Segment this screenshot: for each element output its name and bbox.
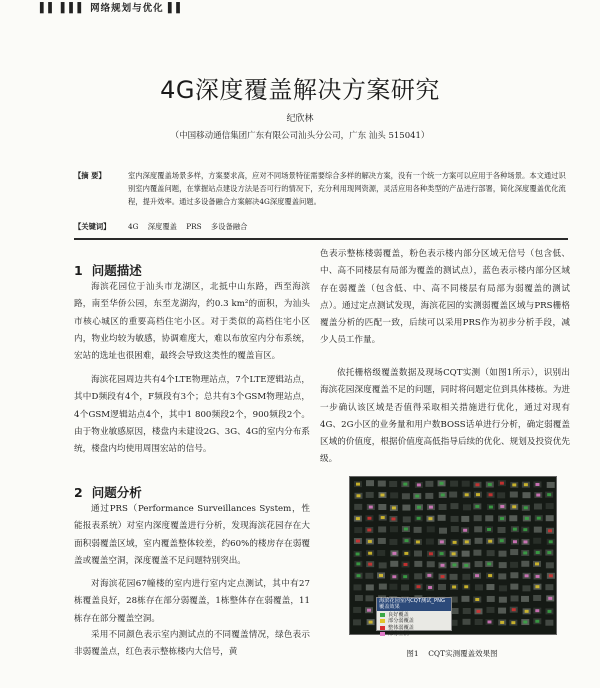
coverage-marker bbox=[511, 621, 515, 624]
coverage-marker bbox=[487, 528, 491, 531]
building-block bbox=[510, 562, 518, 568]
coverage-marker bbox=[356, 494, 360, 497]
coverage-marker bbox=[535, 585, 539, 588]
building-block bbox=[498, 573, 506, 579]
coverage-marker bbox=[549, 540, 553, 543]
coverage-marker bbox=[403, 483, 407, 486]
section-2-heading bbox=[74, 483, 142, 501]
building-block bbox=[438, 515, 446, 521]
abstract-text: 室内深度覆盖场景多样，方案要求高，应对不同场景特征需要综合多样的解决方案，没有一个统一方案可以应用于各种场景。本文通过识别室内覆盖问题，在掌握站点建设方法是否可行的情况下，充分利用现网资源，灵活应用各种类型的产品进行部署，简化深度覆盖优化流程，提升效率。通过多设备融合方案解决4G深度覆盖问题。 bbox=[128, 171, 566, 206]
building-block bbox=[521, 561, 529, 567]
coverage-marker bbox=[476, 610, 480, 613]
coverage-marker bbox=[369, 506, 373, 509]
coverage-marker bbox=[356, 552, 360, 555]
abstract-label: 【摘 要】 bbox=[74, 171, 106, 180]
legend-label: 部分弱覆盖 bbox=[388, 618, 414, 625]
building-block bbox=[497, 492, 505, 498]
building-block bbox=[461, 516, 469, 522]
building-block bbox=[402, 493, 410, 499]
coverage-marker bbox=[547, 551, 551, 554]
coverage-marker bbox=[536, 575, 540, 578]
building-block bbox=[451, 516, 459, 522]
building-block bbox=[475, 538, 483, 544]
coverage-marker bbox=[513, 540, 517, 543]
building-block bbox=[521, 596, 529, 602]
coverage-marker bbox=[524, 506, 528, 509]
coverage-marker bbox=[428, 517, 432, 520]
section-2-paragraph-1: 通过PRS（Performance Surveillances System，性能报表系统）对室内深度覆盖进行分析，发现海滨花园存在大面积弱覆盖区域，室内覆盖整体较差，约60%的楼房存在弱覆盖或覆盖空洞，深度覆盖不足问题特别突出。 bbox=[74, 504, 310, 566]
coverage-marker bbox=[441, 493, 445, 496]
coverage-marker bbox=[379, 574, 383, 577]
coverage-marker bbox=[392, 552, 396, 555]
coverage-marker bbox=[513, 528, 517, 531]
building-block bbox=[533, 538, 541, 544]
building-block bbox=[545, 584, 553, 590]
building-block bbox=[365, 595, 373, 601]
coverage-marker bbox=[465, 540, 469, 543]
building-block bbox=[509, 515, 517, 521]
coverage-marker bbox=[523, 621, 527, 624]
coverage-marker bbox=[417, 517, 421, 520]
coverage-marker bbox=[547, 493, 551, 496]
coverage-marker bbox=[368, 552, 372, 555]
coverage-marker bbox=[369, 621, 373, 624]
building-block bbox=[463, 619, 471, 625]
coverage-marker bbox=[549, 574, 553, 577]
coverage-marker bbox=[357, 574, 361, 577]
coverage-marker bbox=[391, 517, 395, 520]
building-block bbox=[427, 561, 435, 567]
coverage-marker bbox=[523, 540, 527, 543]
building-block bbox=[378, 504, 386, 510]
coverage-marker bbox=[368, 540, 372, 543]
building-block bbox=[485, 515, 493, 521]
section-2-paragraph-3: 采用不同颜色表示室内测试点的不同覆盖情况，绿色表示非弱覆盖点，红色表示整栋楼内大信号，黄 bbox=[74, 630, 310, 658]
coverage-marker bbox=[537, 517, 541, 520]
coverage-marker bbox=[535, 483, 539, 486]
coverage-marker bbox=[512, 608, 516, 611]
coverage-marker bbox=[487, 620, 491, 623]
coverage-marker bbox=[417, 483, 421, 486]
building-block bbox=[354, 527, 362, 533]
coverage-marker bbox=[500, 482, 504, 485]
coverage-marker bbox=[523, 528, 527, 531]
coverage-marker bbox=[475, 505, 479, 508]
section-2-number: 2 bbox=[74, 485, 83, 500]
building-block bbox=[353, 607, 361, 613]
legend-label: 良好覆盖 bbox=[388, 611, 409, 618]
coverage-marker bbox=[488, 574, 492, 577]
abstract-divider bbox=[74, 238, 568, 240]
coverage-marker bbox=[452, 563, 456, 566]
map-legend bbox=[376, 597, 452, 638]
keywords-text: 4G 深度覆盖 PRS 多设备融合 bbox=[128, 222, 248, 231]
building-block bbox=[474, 526, 482, 532]
coverage-marker bbox=[367, 517, 371, 520]
coverage-marker bbox=[452, 585, 456, 588]
coverage-marker bbox=[500, 621, 504, 624]
building-block bbox=[547, 482, 555, 488]
coverage-marker bbox=[429, 552, 433, 555]
building-block bbox=[366, 492, 374, 498]
coverage-marker bbox=[463, 529, 467, 532]
building-block bbox=[353, 619, 361, 625]
building-block bbox=[390, 526, 398, 532]
coverage-marker bbox=[500, 517, 504, 520]
coverage-marker bbox=[440, 482, 444, 485]
coverage-marker bbox=[441, 575, 445, 578]
coverage-marker bbox=[535, 562, 539, 565]
building-block bbox=[487, 596, 495, 602]
building-block bbox=[462, 551, 470, 557]
journal-header bbox=[40, 0, 185, 14]
coverage-marker bbox=[548, 529, 552, 532]
map-legend-title: 海滨花园室内CQT测试_PNG覆盖效果 bbox=[377, 598, 451, 611]
journal-section-name: 网络规划与优化 bbox=[90, 3, 164, 14]
section-1-heading bbox=[74, 261, 142, 279]
building-block bbox=[474, 515, 482, 521]
right-column-paragraph-1: 色表示整栋楼弱覆盖，粉色表示楼内部分区域无信号（包含低、中、高不同楼层有局部为覆盖的测试点），蓝色表示楼内部分区域存在弱覆盖（包含低、中、高不同楼层有局部为弱覆盖的测试点）。通过定点测试发现，海滨花园的实测弱覆盖区域与PRS栅格覆盖分析的匹配一致，后续可以采用PRS作为初步分析手段，减少人员工作量。 bbox=[320, 249, 570, 346]
building-block bbox=[534, 504, 542, 510]
coverage-marker bbox=[464, 564, 468, 567]
building-block bbox=[498, 608, 506, 614]
building-block bbox=[379, 562, 387, 568]
right-column-paragraph-2: 依托栅格级覆盖数据及现场CQT实测（如图1所示），识别出海滨花园深度覆盖不足的问题，同时将问题定位到具体楼栋。为进一步确认该区域是否值得采取相关措施进行优化，通过对现有4G、2G小区的业务量和用户数BOSS话单进行分析，确定弱覆盖区域的价值度，根据价值度高低指导后续的优化、规划及投资优先级。 bbox=[320, 368, 570, 465]
article-title: 4G深度覆盖解决方案研究 bbox=[160, 76, 440, 104]
legend-label: 整体弱覆盖 bbox=[388, 624, 414, 631]
coverage-marker bbox=[488, 483, 492, 486]
building-block bbox=[499, 551, 507, 557]
building-block bbox=[510, 572, 518, 578]
section-1-paragraph-2: 海滨花园周边共有4个LTE物理站点，7个LTE逻辑站点，其中D频段有4个，F频段有3个；总共有3个GSM物理站点，4个GSM逻辑站点4个，其中1 800频段2个，900频段2个。由于物业敏感原因，楼盘内未建设2G、3G、4G的室内分布系统，楼盘内均使用周围宏站的信号。 bbox=[74, 375, 310, 455]
coverage-marker bbox=[525, 610, 529, 613]
building-block bbox=[510, 549, 518, 555]
building-block bbox=[414, 551, 422, 557]
building-block bbox=[475, 584, 483, 590]
coverage-marker bbox=[489, 506, 493, 509]
coverage-marker bbox=[525, 517, 529, 520]
coverage-marker bbox=[356, 483, 360, 486]
coverage-marker bbox=[487, 562, 491, 565]
building-block bbox=[461, 596, 469, 602]
building-block bbox=[510, 584, 518, 590]
coverage-marker bbox=[368, 563, 372, 566]
building-block bbox=[475, 561, 483, 567]
coverage-marker bbox=[512, 505, 516, 508]
building-block bbox=[378, 526, 386, 532]
building-block bbox=[462, 481, 470, 487]
coverage-marker bbox=[440, 540, 444, 543]
legend-swatch bbox=[380, 632, 385, 636]
building-block bbox=[499, 562, 507, 568]
building-block bbox=[522, 492, 530, 498]
building-block bbox=[365, 573, 373, 579]
keywords-label: 【关键词】 bbox=[74, 222, 111, 231]
building-block bbox=[546, 503, 554, 509]
coverage-marker bbox=[475, 598, 479, 601]
coverage-marker bbox=[428, 586, 432, 589]
building-block bbox=[463, 504, 471, 510]
building-block bbox=[379, 584, 387, 590]
coverage-marker bbox=[476, 493, 480, 496]
building-block bbox=[366, 584, 374, 590]
building-block bbox=[355, 595, 363, 601]
coverage-marker bbox=[488, 540, 492, 543]
coverage-marker bbox=[440, 552, 444, 555]
header-marks: ▌▌ ▌▌▌ bbox=[40, 3, 91, 14]
coverage-marker bbox=[356, 517, 360, 520]
article-affiliation: （中国移动通信集团广东有限公司汕头分公司，广东 汕头 515041） bbox=[170, 131, 430, 141]
building-block bbox=[427, 526, 435, 532]
coverage-marker bbox=[535, 609, 539, 612]
section-1-title: 问题描述 bbox=[91, 263, 142, 278]
building-block bbox=[389, 481, 397, 487]
coverage-marker bbox=[417, 585, 421, 588]
building-block bbox=[377, 550, 385, 556]
building-block bbox=[475, 619, 483, 625]
coverage-marker bbox=[475, 483, 479, 486]
coverage-marker bbox=[500, 539, 504, 542]
coverage-marker bbox=[523, 551, 527, 554]
building-block bbox=[354, 584, 362, 590]
building-block bbox=[473, 550, 481, 556]
building-block bbox=[450, 503, 458, 509]
building-block bbox=[354, 504, 362, 510]
building-block bbox=[414, 561, 422, 567]
building-block bbox=[449, 492, 457, 498]
building-block bbox=[366, 480, 374, 486]
building-block bbox=[414, 527, 422, 533]
coverage-marker bbox=[536, 551, 540, 554]
coverage-marker bbox=[392, 506, 396, 509]
building-block bbox=[425, 493, 433, 499]
building-block bbox=[390, 561, 398, 567]
coverage-marker bbox=[404, 552, 408, 555]
coverage-marker bbox=[429, 506, 433, 509]
building-block bbox=[450, 574, 458, 580]
building-block bbox=[546, 562, 554, 568]
section-2-title: 问题分析 bbox=[91, 485, 142, 500]
building-block bbox=[401, 584, 409, 590]
figure-caption: 图1 CQT实测覆盖效果图 bbox=[406, 649, 498, 658]
building-block bbox=[463, 608, 471, 614]
building-block bbox=[378, 538, 386, 544]
building-block bbox=[545, 620, 553, 626]
section-1-paragraph-1: 海滨花园位于汕头市龙湖区，北抵中山东路，西至海滨路，南至华侨公园，东至龙湖沟，约0.3 km²的面积，为汕头市核心城区的重要高档住宅小区。对于类似的高档住宅小区内，物业均较为敏感，协调难度大，难以布放室内分布系统，宏站的选址也很困难，最终会导致这类性的覆盖盲区。 bbox=[74, 282, 310, 362]
legend-item bbox=[380, 631, 448, 637]
building-block bbox=[378, 481, 386, 487]
coverage-marker bbox=[441, 564, 445, 567]
building-block bbox=[438, 584, 446, 590]
legend-label: 部分空洞 bbox=[388, 631, 409, 638]
coverage-marker bbox=[403, 563, 407, 566]
coverage-marker bbox=[536, 494, 540, 497]
coverage-marker bbox=[547, 610, 551, 613]
building-block bbox=[389, 539, 397, 545]
coverage-marker bbox=[475, 574, 479, 577]
building-block bbox=[510, 492, 518, 498]
building-block bbox=[414, 573, 422, 579]
building-block bbox=[403, 516, 411, 522]
building-block bbox=[426, 539, 434, 545]
building-block bbox=[439, 504, 447, 510]
coverage-marker bbox=[405, 539, 409, 542]
building-block bbox=[390, 492, 398, 498]
building-block bbox=[498, 527, 506, 533]
coverage-marker bbox=[489, 493, 493, 496]
building-block bbox=[499, 585, 507, 591]
coverage-marker bbox=[403, 575, 407, 578]
building-block bbox=[546, 515, 554, 521]
building-block bbox=[534, 527, 542, 533]
coverage-marker bbox=[381, 516, 385, 519]
building-block bbox=[487, 550, 495, 556]
legend-swatch bbox=[380, 619, 385, 623]
coverage-marker bbox=[548, 597, 552, 600]
building-block bbox=[511, 595, 519, 601]
building-block bbox=[486, 584, 494, 590]
coverage-marker bbox=[535, 620, 539, 623]
coverage-marker bbox=[427, 574, 431, 577]
coverage-marker bbox=[367, 609, 371, 612]
header-marks-right: ▌▌ bbox=[163, 3, 185, 14]
section-1-number: 1 bbox=[74, 263, 83, 278]
coverage-marker bbox=[512, 483, 516, 486]
coverage-marker bbox=[465, 493, 469, 496]
coverage-marker bbox=[453, 541, 457, 544]
building-block bbox=[486, 607, 494, 613]
coverage-marker bbox=[356, 540, 360, 543]
coverage-marker bbox=[452, 552, 456, 555]
coverage-marker bbox=[415, 495, 419, 498]
building-block bbox=[462, 574, 470, 580]
coverage-marker bbox=[356, 562, 360, 565]
coverage-marker bbox=[464, 585, 468, 588]
building-block bbox=[402, 505, 410, 511]
article-author: 纪欣林 bbox=[286, 114, 314, 124]
section-2-paragraph-2: 对海滨花园67幢楼的室内进行室内定点测试，其中有27栋覆盖良好，28栋存在部分弱覆盖，1栋整体存在弱覆盖，11栋存在部分覆盖空洞。 bbox=[74, 579, 310, 624]
building-block bbox=[533, 595, 541, 601]
coverage-marker bbox=[525, 574, 529, 577]
building-block bbox=[450, 481, 458, 487]
coverage-marker bbox=[524, 483, 528, 486]
coverage-marker bbox=[500, 505, 504, 508]
building-block bbox=[499, 597, 507, 603]
building-block bbox=[522, 585, 530, 591]
legend-swatch bbox=[380, 613, 385, 617]
building-block bbox=[451, 526, 459, 532]
building-block bbox=[389, 584, 397, 590]
coverage-marker bbox=[380, 494, 384, 497]
legend-swatch bbox=[380, 626, 385, 630]
coverage-marker bbox=[392, 575, 396, 578]
building-block bbox=[425, 481, 433, 487]
building-block bbox=[439, 528, 447, 534]
coverage-marker bbox=[417, 506, 421, 509]
coverage-marker bbox=[404, 528, 408, 531]
coverage-marker bbox=[367, 528, 371, 531]
coverage-marker bbox=[416, 540, 420, 543]
